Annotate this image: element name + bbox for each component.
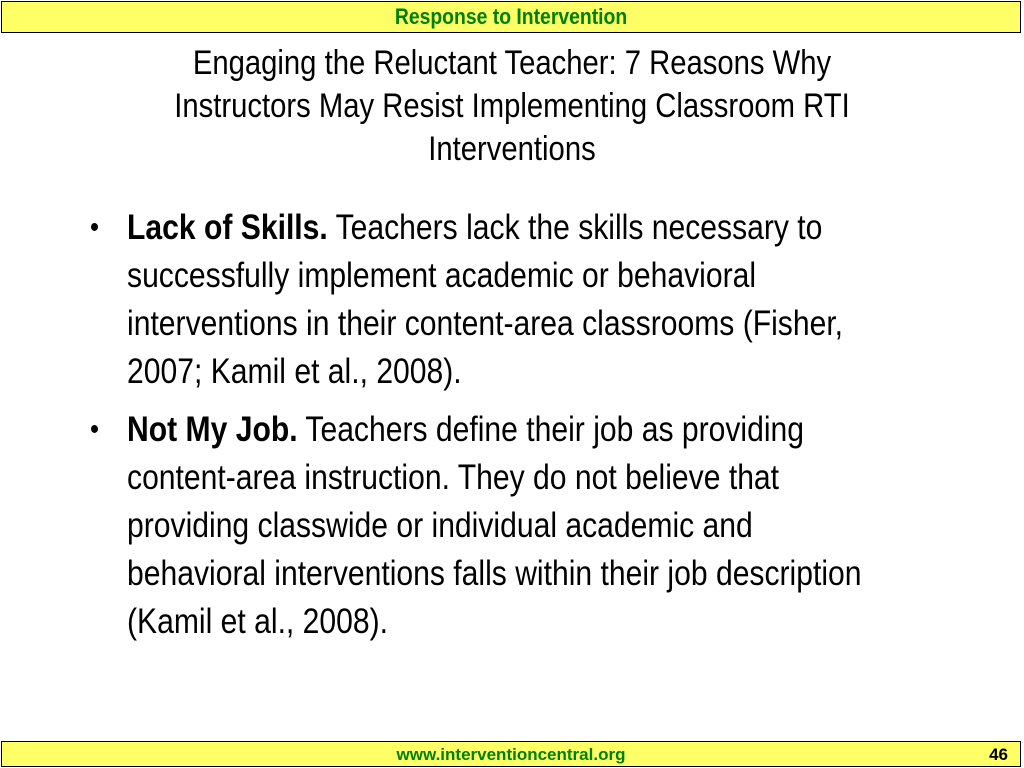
header-bar [1,1,1021,33]
bullet-text: Teachers define their job as providing [297,410,805,449]
bullet-lead: Lack of Skills. [127,208,328,247]
bullet-line: 2007; Kamil et al., 2008). [127,352,462,391]
bullet-line: (Kamil et al., 2008). [127,602,389,641]
bullet-line: successfully implement academic or behavioral [127,256,757,295]
page-number: 46 [989,745,1008,764]
slide-title [123,42,900,171]
bullet-line: interventions in their content-area classrooms (Fisher, [127,304,844,343]
bullet-line [127,204,996,252]
bullet-line [127,406,996,454]
bullet-item-lack-of-skills [78,204,996,396]
bullet-list [78,204,862,656]
slide-title-line: Instructors May Resist Implementing Classroom RTI [174,87,850,125]
bullet-marker: • [90,211,100,244]
bullet-marker: • [90,413,100,446]
header-title: Response to Intervention [394,4,628,29]
footer-bar [1,741,1021,767]
slide-title-line: Engaging the Reluctant Teacher: 7 Reasons Why [192,44,832,82]
bullet-text: Teachers lack the skills necessary to [327,208,823,247]
bullet-line: content-area instruction. They do not believe that [127,458,780,497]
bullet-lead: Not My Job. [127,410,298,449]
bullet-line: behavioral interventions falls within their job description [127,554,862,593]
footer-url-link[interactable]: www.interventioncentral.org [396,745,626,764]
bullet-item-not-my-job [78,406,996,646]
bullet-line: providing classwide or individual academic and [127,506,753,545]
slide-title-line: Interventions [428,130,596,168]
